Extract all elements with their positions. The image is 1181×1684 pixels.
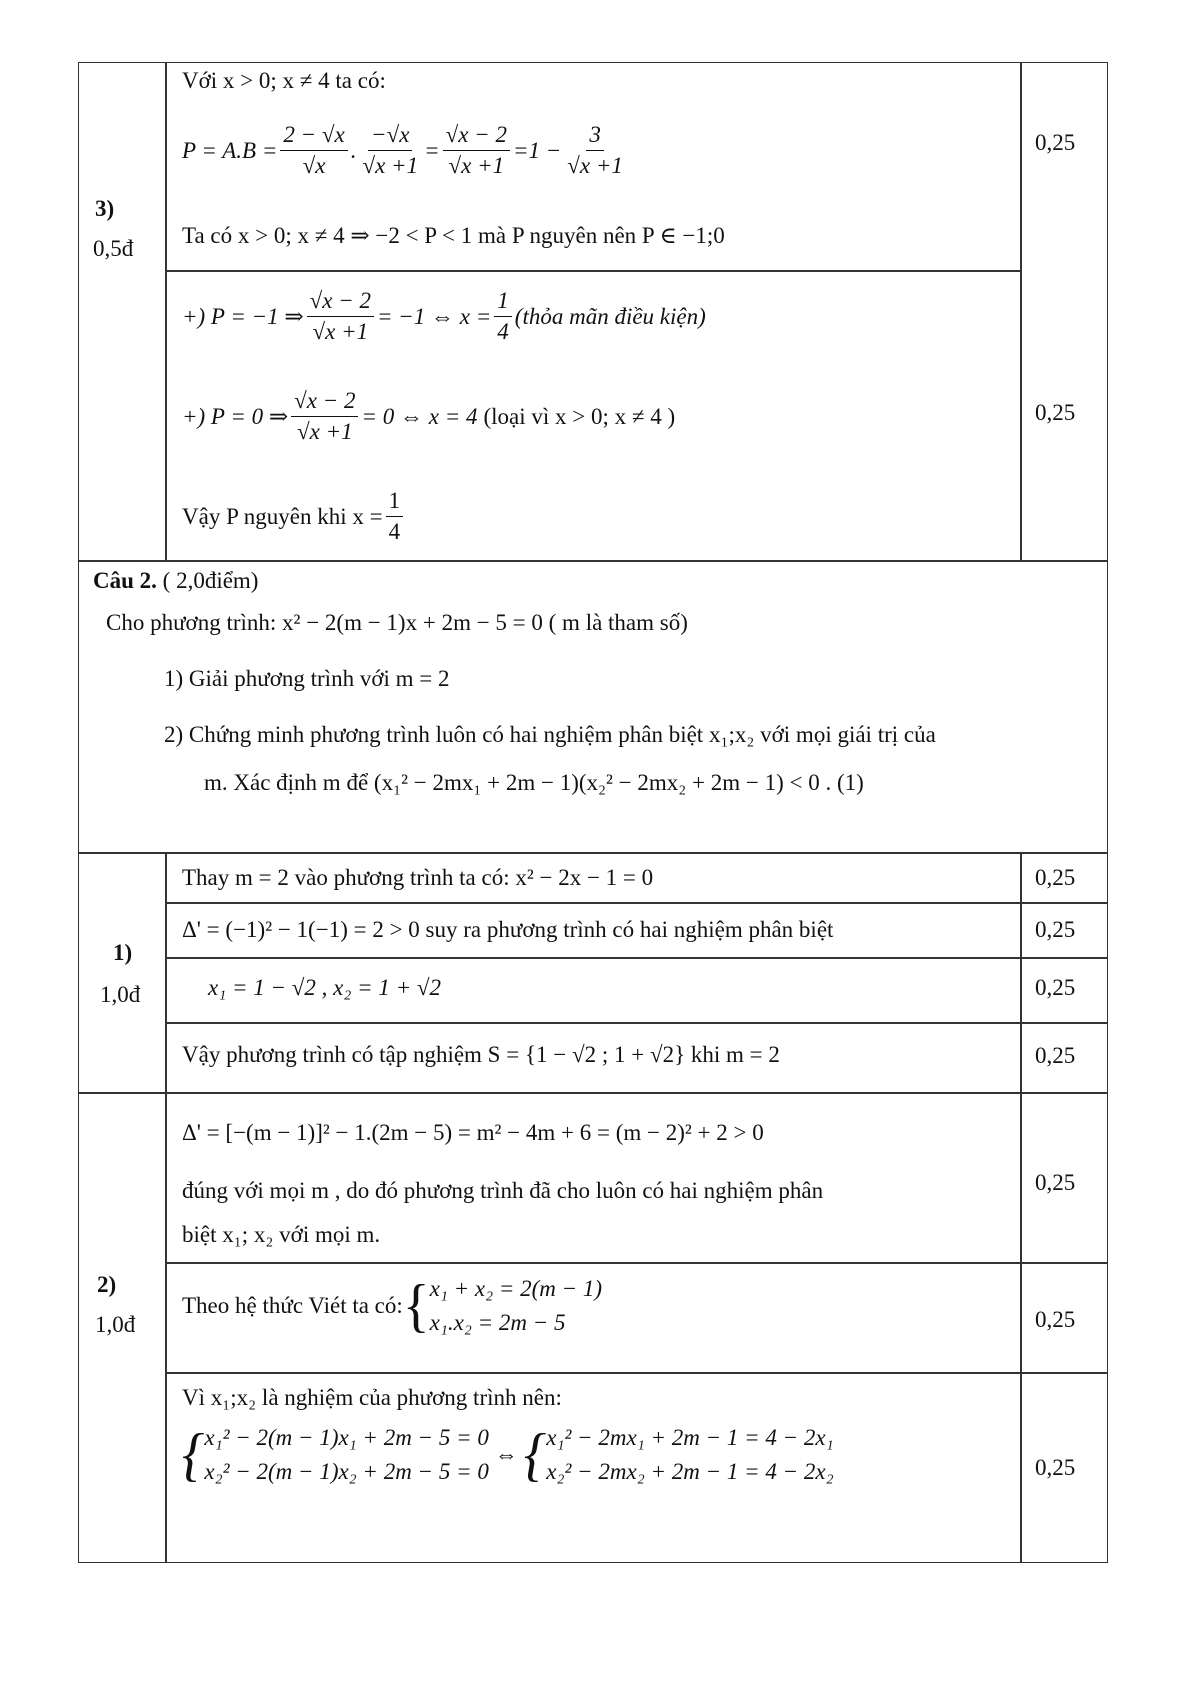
fraction: $\frac{1}{4}$ (386, 488, 404, 546)
solution-row: Thay m = 2 vào phương trình ta có: x² − 2x − 1 = 0 (182, 865, 654, 890)
delta-line: Δ' = [−(m − 1)]² − 1.(2m − 5) = m² − 4m + 6 = (m − 2)² + 2 > 0 (182, 1120, 764, 1145)
part-points: 1,0đ (100, 982, 141, 1007)
score: 0,25 (1035, 865, 1076, 890)
divider (165, 270, 1021, 272)
fraction: $\frac{3}{√x +1}$ (567, 122, 623, 179)
score: 0,25 (1035, 975, 1076, 1000)
fraction: $\frac{√x - 2}{√x +1}$ (307, 288, 374, 346)
score: 0,25 (1035, 130, 1076, 155)
question-item-2: 2) Chứng minh phương trình luôn có hai nghiệm phân biệt x₁;x₂ với mọi giái trị của (164, 722, 936, 747)
question-title: Câu 2. ( 2,0điểm) (93, 568, 259, 593)
divider (165, 1262, 1108, 1264)
delta-line-2: đúng với mọi m , do đó phương trình đã cho luôn có hai nghiệm phân (182, 1178, 824, 1203)
equivalence-symbol: ⇔ (494, 1442, 518, 1468)
divider (78, 560, 1108, 562)
formula-tail: =1 − (512, 137, 562, 163)
part-points: 1,0đ (95, 1312, 136, 1337)
divider (165, 852, 167, 1563)
fraction: $\frac{1}{4}$ (494, 288, 512, 346)
viet-system: x₁ + x₂ = 2(m − 1) x₁.x₂ = 2m − 5 (429, 1276, 603, 1336)
part-label: 2) (97, 1272, 117, 1297)
score: 0,25 (1035, 1455, 1076, 1480)
score: 0,25 (1035, 1307, 1076, 1332)
divider (165, 902, 1108, 904)
brace-glyph: { (182, 1422, 205, 1488)
condition-line: Với x > 0; x ≠ 4 ta có: (182, 68, 386, 93)
score: 0,25 (1035, 400, 1076, 425)
part-label: 3) (95, 196, 115, 221)
delta-line-3: biệt x₁; x₂ với mọi m. (182, 1222, 381, 1247)
fraction: $\frac{-√x}{√x +1}$ (362, 122, 419, 179)
score: 0,25 (1035, 1043, 1076, 1068)
question-item-2-cont: m. Xác định m để (x₁² − 2mx₁ + 2m − 1)(x₂² − 2mx₂ + 2m − 1) < 0 . (1) (204, 770, 864, 795)
fraction: $\frac{√x - 2}{√x +1}$ (291, 388, 358, 446)
fraction: $\frac{√x - 2}{√x +1}$ (443, 122, 510, 180)
viet-line: Theo hệ thức Viét ta có: { x₁ + x₂ = 2(m − 1) x₁.x₂ = 2m − 5 (182, 1273, 603, 1339)
case-note: (thỏa mãn điều kiện) (514, 303, 706, 329)
solution-row: x₁ = 1 − √2 , x₂ = 1 + √2 (208, 975, 441, 1000)
divider (165, 1372, 1108, 1374)
divider (1020, 852, 1022, 1563)
question-intro: Cho phương trình: x² − 2(m − 1)x + 2m − 5 = 0 ( m là tham số) (106, 610, 688, 635)
case-minus-one: +) P = −1 ⇒ $\frac{√x - 2}{√x +1}$ = −1 ⇔ x = $\frac{1}{4}$ (thỏa mãn điều kiện) (182, 288, 706, 345)
fraction: $\frac{2 - √x}{√x}$ (280, 122, 347, 180)
score: 0,25 (1035, 917, 1076, 942)
formula-lhs: P = A.B = (182, 137, 278, 163)
part-label: 1) (113, 940, 133, 965)
range-line: Ta có x > 0; x ≠ 4 ⇒ −2 < P < 1 mà P nguyên nên P ∈ −1;0 (182, 223, 725, 248)
brace-glyph: { (402, 1273, 430, 1339)
brace-glyph: { (523, 1422, 547, 1488)
score: 0,25 (1035, 1170, 1076, 1195)
divider (78, 852, 1108, 854)
divider (165, 1022, 1108, 1024)
part-points: 0,5đ (93, 236, 134, 261)
divider (78, 1092, 1108, 1094)
divider (165, 62, 167, 560)
divider (1020, 62, 1022, 560)
formula-P: P = A.B = $\frac{2 - √x}{√x}$ . $\frac{-√x}{√x +1}$ = $\frac{√x - 2}{√x +1}$ =1 − $\frac{3}{√x +1}$ (182, 122, 629, 180)
system-left: x₁² − 2(m − 1)x₁ + 2m − 5 = 0 x₂² − 2(m − 1)x₂ + 2m − 5 = 0 (204, 1425, 489, 1485)
solution-row: Vậy phương trình có tập nghiệm S = {1 − √2 ; 1 + √2} khi m = 2 (182, 1042, 780, 1067)
system-right: x₁² − 2mx₁ + 2m − 1 = 4 − 2x₁ x₂² − 2mx₂ + 2m − 1 = 4 − 2x₂ (546, 1425, 834, 1485)
solution-row: Δ' = (−1)² − 1(−1) = 2 > 0 suy ra phương trình có hai nghiệm phân biệt (182, 917, 834, 942)
conclusion: Vậy P nguyên khi x = $\frac{1}{4}$ (182, 488, 406, 546)
root-line: Vì x₁;x₂ là nghiệm của phương trình nên: (182, 1385, 562, 1410)
case-zero: +) P = 0 ⇒ $\frac{√x - 2}{√x +1}$ = 0 ⇔ x = 4 (loại vì x > 0; x ≠ 4 ) (182, 388, 676, 445)
divider (165, 957, 1108, 959)
question-item-1: 1) Giải phương trình với m = 2 (164, 666, 450, 691)
case-note: (loại vì x > 0; x ≠ 4 ) (483, 403, 676, 429)
root-system (182, 1422, 834, 1488)
